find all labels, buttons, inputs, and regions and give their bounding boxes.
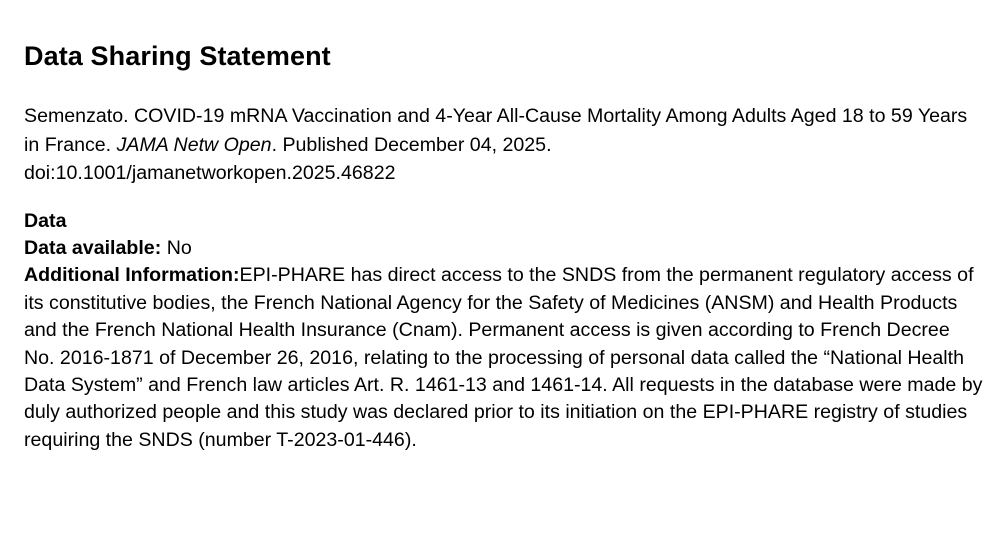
data-section bbox=[24, 208, 984, 455]
additional-information bbox=[24, 262, 984, 454]
additional-information-text: EPI-PHARE has direct access to the SNDS from the permanent regulatory access of its constitutive bodies, the French National Agency for the Safety of Medicines (ANSM) and Health Products and the French National Health Insurance (Cnam). Permanent access is given according to French Decree No. 2016-1871 of December 26, 2016, relating to the processing of personal data called the “National Health Data System” and French law articles Art. R. 1461-13 and 1461-14. All requests in the database were made by duly authorized people and this study was declared prior to its initiation on the EPI-PHARE registry of studies requiring the SNDS (number T-2023-01-446). bbox=[24, 264, 983, 451]
page-title: Data Sharing Statement bbox=[24, 41, 331, 71]
data-section-heading: Data bbox=[24, 209, 67, 232]
citation-published: . Published December 04, 2025. bbox=[271, 133, 552, 156]
citation bbox=[24, 102, 984, 188]
data-available-value: No bbox=[166, 236, 192, 259]
citation-doi: doi:10.1001/jamanetworkopen.2025.46822 bbox=[24, 162, 396, 184]
additional-information-label: Additional Information: bbox=[24, 264, 240, 287]
citation-journal: JAMA Netw Open bbox=[116, 133, 272, 156]
data-available-row bbox=[24, 235, 984, 262]
data-available-label: Data available: bbox=[24, 236, 162, 259]
document-page bbox=[24, 38, 984, 454]
citation-authors-title: Semenzato. COVID-19 mRNA Vaccination and 4-Year All-Cause Mortality Among Adults Aged 18 to 59 Years in France. bbox=[24, 105, 968, 156]
